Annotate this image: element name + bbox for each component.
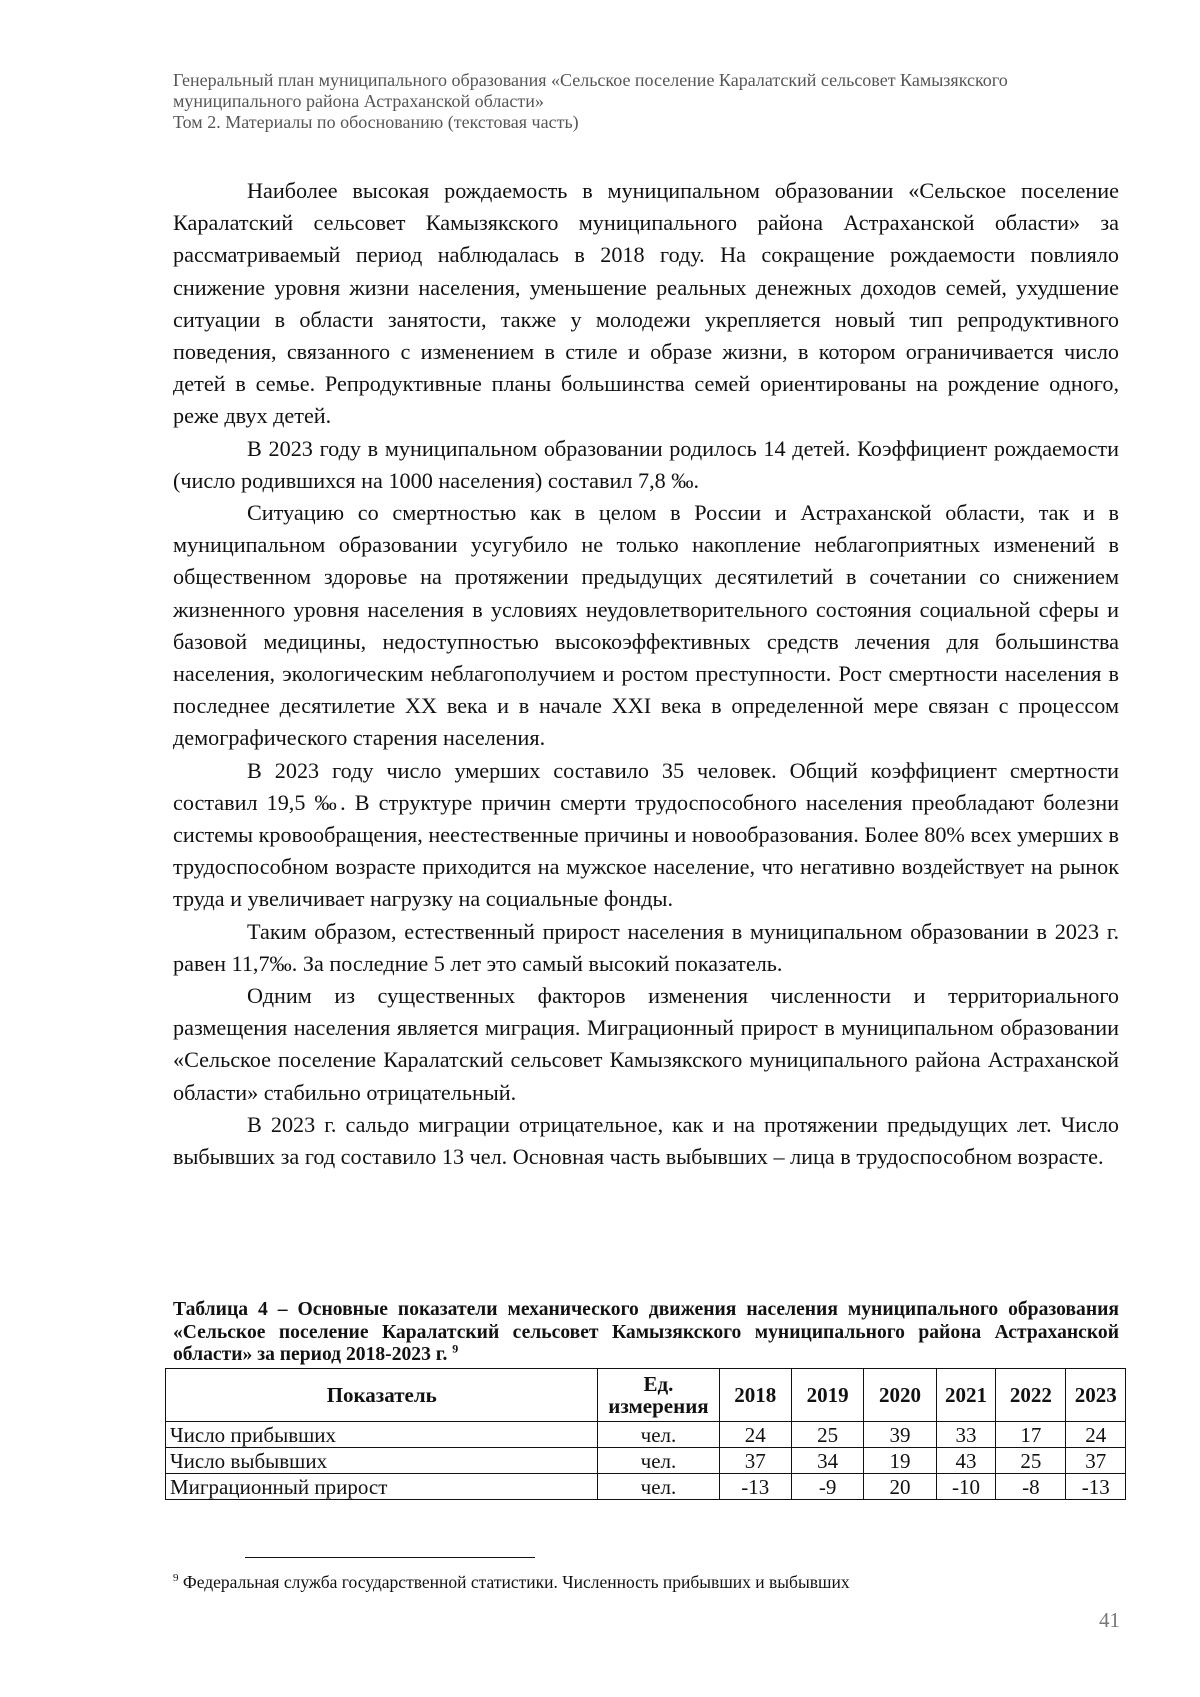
row-unit: чел. bbox=[598, 1422, 719, 1448]
cell-value: -9 bbox=[791, 1474, 863, 1500]
cell-value: 25 bbox=[791, 1422, 863, 1448]
table-row bbox=[166, 1448, 1126, 1474]
table-row bbox=[166, 1474, 1126, 1500]
footnote-divider bbox=[245, 1557, 535, 1558]
header-year-2019: 2019 bbox=[791, 1369, 863, 1422]
paragraph-5: Таким образом, естественный прирост населения в муниципальном образовании в 2023 г. равен 11,7‰. За последние 5 лет это самый высокий показатель. bbox=[173, 918, 1119, 976]
footnote-ref[interactable]: 9 bbox=[452, 1341, 459, 1356]
header-line-3: Том 2. Материалы по обоснованию (текстовая часть) bbox=[173, 112, 579, 132]
cell-value: 19 bbox=[864, 1448, 936, 1474]
cell-value: 33 bbox=[936, 1422, 995, 1448]
header-year-2023: 2023 bbox=[1066, 1369, 1126, 1422]
header-unit bbox=[598, 1369, 719, 1422]
cell-value: 43 bbox=[936, 1448, 995, 1474]
header-unit-line2: измерения bbox=[608, 1394, 709, 1418]
cell-value: 34 bbox=[791, 1448, 863, 1474]
paragraph-6: Одним из существенных факторов изменения численности и территориального размещения населения является миграция. Миграционный прирост в муниципальном образовании «Сельское поселение Каралатский сельсовет Камызякского муниципального района Астраханской области» стабильно отрицательный. bbox=[173, 983, 1119, 1105]
cell-value: -13 bbox=[719, 1474, 791, 1500]
cell-value: 39 bbox=[864, 1422, 936, 1448]
row-label: Миграционный прирост bbox=[166, 1474, 598, 1500]
header-unit-line1: Ед. bbox=[643, 1372, 674, 1396]
paragraph-4: В 2023 году число умерших составило 35 человек. Общий коэффициент смертности составил 19,5 ‰. В структуре причин смерти трудоспособного населения преобладают болезни системы кровообращения, неестественные причины и новообразования. Более 80% всех умерших в трудоспособном возрасте приходится на мужское население, что негативно воздействует на рынок труда и увеличивает нагрузку на социальные фонды. bbox=[173, 757, 1119, 912]
header-year-2018: 2018 bbox=[719, 1369, 791, 1422]
migration-table bbox=[165, 1368, 1126, 1500]
cell-value: 17 bbox=[996, 1422, 1066, 1448]
table-header-row bbox=[166, 1369, 1126, 1422]
cell-value: -10 bbox=[936, 1474, 995, 1500]
footnote-number: 9 bbox=[173, 1572, 179, 1584]
header-year-2021: 2021 bbox=[936, 1369, 995, 1422]
cell-value: 37 bbox=[1066, 1448, 1126, 1474]
cell-value: 37 bbox=[719, 1448, 791, 1474]
table-row bbox=[166, 1422, 1126, 1448]
header-year-2020: 2020 bbox=[864, 1369, 936, 1422]
row-label: Число прибывших bbox=[166, 1422, 598, 1448]
page-number: 41 bbox=[1099, 1608, 1120, 1632]
header-indicator: Показатель bbox=[166, 1369, 598, 1422]
row-unit: чел. bbox=[598, 1474, 719, 1500]
cell-value: 24 bbox=[1066, 1422, 1126, 1448]
row-label: Число выбывших bbox=[166, 1448, 598, 1474]
cell-value: -13 bbox=[1066, 1474, 1126, 1500]
paragraph-1: Наиболее высокая рождаемость в муниципальном образовании «Сельское поселение Каралатский сельсовет Камызякского муниципального района Астраханской области» за рассматриваемый период наблюдалась в 2018 году. На сокращение рождаемости повлияло снижение уровня жизни населения, уменьшение реальных денежных доходов семей, ухудшение ситуации в области занятости, также у молодежи укрепляется новый тип репродуктивного поведения, связанного с изменением в стиле и образе жизни, в котором ограничивается число детей в семье. Репродуктивные планы большинства семей ориентированы на рождение одного, реже двух детей. bbox=[173, 178, 1119, 429]
paragraph-7: В 2023 г. сальдо миграции отрицательное, как и на протяжении предыдущих лет. Число выбывших за год составило 13 чел. Основная часть выбывших – лица в трудоспособном возрасте. bbox=[173, 1111, 1119, 1170]
footnote bbox=[173, 1567, 1119, 1593]
cell-value: 20 bbox=[864, 1474, 936, 1500]
row-unit: чел. bbox=[598, 1448, 719, 1474]
table-caption bbox=[173, 1299, 1119, 1367]
header-line-1: Генеральный план муниципального образования «Сельское поселение Каралатский сельсовет Камызякского bbox=[173, 70, 1008, 90]
table-caption-text: Таблица 4 – Основные показатели механического движения населения муниципального образования «Сельское поселение Каралатский сельсовет Камызякского муниципального района Астраханской области» за период 2018-2023 г. bbox=[173, 1299, 1119, 1365]
body-text bbox=[173, 175, 1119, 1173]
running-header bbox=[173, 70, 1133, 133]
cell-value: 25 bbox=[996, 1448, 1066, 1474]
cell-value: 24 bbox=[719, 1422, 791, 1448]
header-year-2022: 2022 bbox=[996, 1369, 1066, 1422]
paragraph-3: Ситуацию со смертностью как в целом в России и Астраханской области, так и в муниципальном образовании усугубило не только накопление неблагоприятных изменений в общественном здоровье на протяжении предыдущих десятилетий в сочетании со снижением жизненного уровня населения в условиях неудовлетворительного состояния социальной сферы и базовой медицины, недоступностью высокоэффективных средств лечения для большинства населения, экологическим неблагополучием и ростом преступности. Рост смертности населения в последнее десятилетие XX века и в начале XXI века в определенной мере связан с процессом демографического старения населения. bbox=[173, 500, 1119, 751]
footnote-text: Федеральная служба государственной статистики. Численность прибывших и выбывших bbox=[182, 1571, 850, 1592]
cell-value: -8 bbox=[996, 1474, 1066, 1500]
paragraph-2: В 2023 году в муниципальном образовании родилось 14 детей. Коэффициент рождаемости (число родившихся на 1000 населения) составил 7,8 ‰. bbox=[173, 435, 1119, 493]
header-line-2: муниципального района Астраханской области» bbox=[173, 91, 544, 111]
